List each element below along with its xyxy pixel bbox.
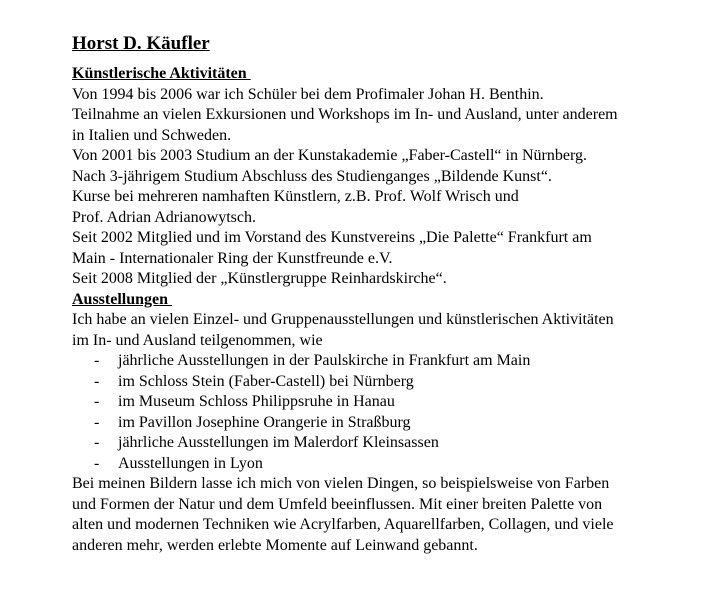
page-title: Horst D. Käufler (72, 33, 210, 54)
list-item (72, 454, 702, 475)
bullet-dash: - (94, 372, 100, 390)
text-line: und Formen der Natur und dem Umfeld beeinflussen. Mit einer breiten Palette von (72, 495, 603, 513)
closing-paragraph (72, 474, 702, 556)
list-item-text: Ausstellungen in Lyon (118, 454, 263, 472)
text-line: in Italien und Schweden. (72, 126, 232, 144)
bullet-dash: - (94, 393, 100, 410)
bullet-dash: - (94, 454, 100, 472)
list-item (72, 413, 702, 434)
activities-paragraph (72, 85, 702, 290)
list-item-text: im Museum Schloss Philippsruhe in Hanau (118, 393, 395, 410)
exhibitions-intro (72, 310, 702, 351)
document-page (72, 32, 702, 556)
list-item-text: im Pavillon Josephine Orangerie in Straßburg (118, 413, 411, 431)
text-line: Main - Internationaler Ring der Kunstfreunde e.V. (72, 249, 393, 267)
list-item-text: jährliche Ausstellungen in der Paulskirche in Frankfurt am Main (118, 352, 531, 369)
text-line: Prof. Adrian Adrianowytsch. (72, 208, 256, 226)
text-line: Von 2001 bis 2003 Studium an der Kunstakademie „Faber-Castell“ in Nürnberg. (72, 147, 587, 164)
section-heading-activities: Künstlerische Aktivitäten (72, 65, 251, 82)
text-line: Nach 3-jährigem Studium Abschluss des Studienganges „Bildende Kunst“. (72, 167, 552, 185)
bullet-dash: - (94, 434, 100, 451)
list-item (72, 351, 702, 372)
text-line: Bei meinen Bildern lasse ich mich von vielen Dingen, so beispielsweise von Farben (72, 475, 610, 492)
list-item (72, 433, 702, 454)
bullet-dash: - (94, 352, 100, 369)
text-line: Ich habe an vielen Einzel- und Gruppenausstellungen und künstlerischen Aktivitäten (72, 311, 614, 328)
exhibitions-list (72, 351, 702, 474)
list-item (72, 392, 702, 413)
text-line: Teilnahme an vielen Exkursionen und Workshops im In- und Ausland, unter anderem (72, 106, 618, 123)
text-line: Von 1994 bis 2006 war ich Schüler bei dem Profimaler Johan H. Benthin. (72, 85, 544, 103)
list-item (72, 372, 702, 393)
list-item-text: im Schloss Stein (Faber-Castell) bei Nürnberg (118, 372, 414, 390)
section-heading-exhibitions: Ausstellungen (72, 290, 173, 308)
text-line: Kurse bei mehreren namhaften Künstlern, z.B. Prof. Wolf Wrisch und (72, 188, 519, 205)
text-line: Seit 2002 Mitglied und im Vorstand des Kunstvereins „Die Palette“ Frankfurt am (72, 229, 592, 246)
list-item-text: jährliche Ausstellungen im Malerdorf Kleinsassen (118, 434, 439, 451)
text-line: anderen mehr, werden erlebte Momente auf Leinwand gebannt. (72, 536, 478, 554)
text-line: Seit 2008 Mitglied der „Künstlergruppe Reinhardskirche“. (72, 270, 447, 287)
text-line: alten und modernen Techniken wie Acrylfarben, Aquarellfarben, Collagen, und viele (72, 516, 614, 533)
text-line: im In- und Ausland teilgenommen, wie (72, 331, 323, 349)
bullet-dash: - (94, 413, 100, 431)
